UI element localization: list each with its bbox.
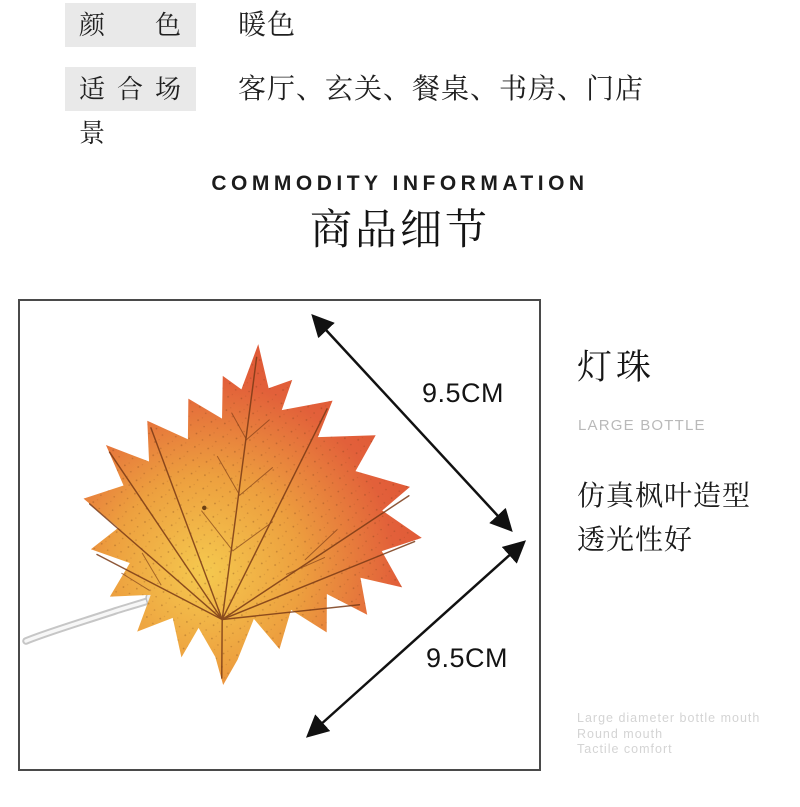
spec-label-color: 颜 色 xyxy=(65,3,196,47)
maple-leaf-image xyxy=(63,325,443,707)
feature-line-1: 仿真枫叶造型 xyxy=(577,480,752,511)
feature-title: 灯珠 xyxy=(577,348,656,387)
spec-value-scenes: 客厅、玄关、餐桌、书房、门店 xyxy=(238,73,645,104)
footnote-line-3: Tactile comfort xyxy=(577,742,673,756)
section-title-zh: 商品细节 xyxy=(309,206,490,253)
section-title-en: COMMODITY INFORMATION xyxy=(211,172,589,195)
dimension-label-top: 9.5CM xyxy=(422,378,505,408)
footnote-line-2: Round mouth xyxy=(577,726,664,741)
spec-label-scenes: 适合场景 xyxy=(65,67,196,111)
maple-leaf-figure xyxy=(20,301,539,769)
product-figure-box xyxy=(18,299,541,771)
footnote-block xyxy=(577,711,760,758)
dimension-label-bottom: 9.5CM xyxy=(426,643,509,673)
spec-value-color: 暖色 xyxy=(238,9,297,40)
footnote-line-1: Large diameter bottle mouth xyxy=(577,711,761,725)
feature-subtitle-en: LARGE BOTTLE xyxy=(578,417,706,434)
feature-line-2: 透光性好 xyxy=(577,524,694,555)
